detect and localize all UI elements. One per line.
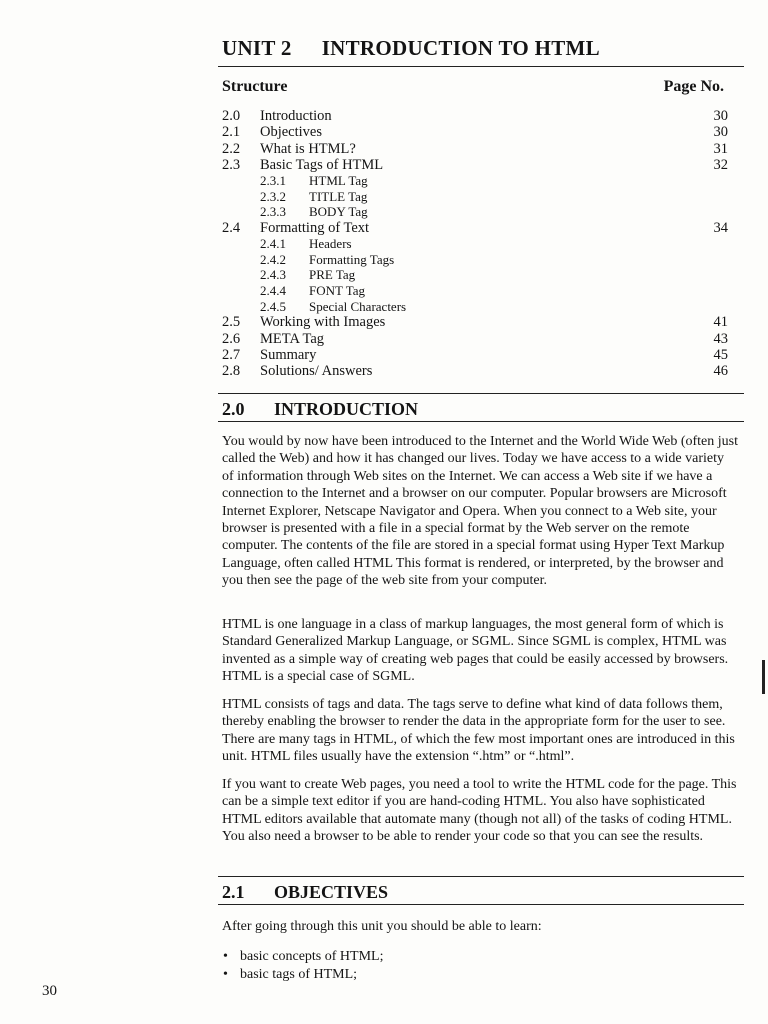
list-item <box>222 948 383 966</box>
toc-page-number: 31 <box>713 140 728 157</box>
introduction-paragraph: HTML is one language in a class of markup languages, the most general form of which is Standard Generalized Markup Language, or SGML. Since SGML is complex, HTML was invented as a simple way of creating web pages that could be easily accessed by browsers. HTML is a special case of SGML. <box>222 617 729 685</box>
toc-section-number: 2.4 <box>222 219 241 236</box>
objectives-title: OBJECTIVES <box>274 882 389 902</box>
introduction-title: INTRODUCTION <box>274 399 419 419</box>
unit-number: UNIT 2 <box>222 36 292 60</box>
introduction-paragraph: HTML consists of tags and data. The tags serve to define what kind of data follows them, thereby enabling the browser to render the data in the appropriate form for the user to see. There are many tags in HTML, of which the few most important ones are introduced in this unit. HTML files usually have the extension “.htm” or “.html”. <box>222 697 735 765</box>
toc-row <box>222 236 728 252</box>
unit-heading-rule <box>218 66 744 67</box>
objectives-list <box>222 948 383 983</box>
introduction-paragraph: You would by now have been introduced to the Internet and the World Wide Web (often just called the Web) and how it has changed our lives. Today we have access to a wide variety of information through Web sites on the Internet. We can access a Web site if we have a connection to the Internet and a browser on our computer. Popular browsers are Microsoft Internet Explorer, Netscape Navigator and Opera. When you connect to a Web site, your browser is presented with a file in a special format by the Web server on the remote computer. The contents of the file are stored in a special format using Hyper Text Markup Language, often called HTML This format is rendered, or interpreted, by the browser and you then see the page of the web site from your computer. <box>222 434 738 589</box>
toc-section-title: Special Characters <box>309 298 407 314</box>
structure-heading: Structure <box>222 78 288 95</box>
toc-row <box>222 267 728 283</box>
toc-row <box>222 331 728 347</box>
toc-row <box>222 299 728 315</box>
toc-page-number: 41 <box>713 314 728 331</box>
toc-section-title: META Tag <box>260 330 325 347</box>
toc-section-number: 2.4.5 <box>260 298 286 314</box>
toc-section-title: Objectives <box>260 124 323 141</box>
toc-section-title: Summary <box>260 346 317 363</box>
objectives-lead: After going through this unit you should be able to learn: <box>222 919 542 934</box>
objectives-heading <box>222 882 388 903</box>
toc-section-number: 2.0 <box>222 108 241 124</box>
table-of-contents <box>222 108 728 379</box>
toc-row <box>222 283 728 299</box>
toc-section-title: Solutions/ Answers <box>260 363 373 380</box>
toc-row <box>222 220 728 236</box>
toc-row <box>222 189 728 205</box>
section-rule-top <box>218 393 744 394</box>
page-number-column-label: Page No. <box>663 78 724 95</box>
toc-row <box>222 347 728 363</box>
toc-section-number: 2.4.4 <box>260 283 286 299</box>
toc-section-title: FONT Tag <box>309 283 366 299</box>
page-number: 30 <box>42 983 57 999</box>
introduction-paragraph: If you want to create Web pages, you need a tool to write the HTML code for the page. This can be a simple text editor if you are hand-coding HTML. You also have sophisticated HTML editors available that automate many (though not all) of the tasks of coding HTML. You also need a browser to be able to render your code so that you can see the results. <box>222 777 737 845</box>
toc-section-title: What is HTML? <box>260 140 356 157</box>
toc-section-title: HTML Tag <box>309 173 368 189</box>
objectives-number: 2.1 <box>222 882 245 902</box>
toc-row <box>222 157 728 173</box>
toc-section-title: Basic Tags of HTML <box>260 156 384 173</box>
toc-section-number: 2.3.1 <box>260 173 286 189</box>
toc-row <box>222 108 728 124</box>
toc-row <box>222 204 728 220</box>
toc-section-number: 2.3.2 <box>260 188 286 204</box>
toc-section-title: Headers <box>309 236 352 252</box>
toc-row <box>222 124 728 140</box>
toc-section-number: 2.3 <box>222 156 241 173</box>
toc-row <box>222 314 728 330</box>
toc-section-title: Working with Images <box>260 314 386 331</box>
toc-page-number: 32 <box>713 156 728 173</box>
section-rule-top <box>218 876 744 877</box>
toc-section-number: 2.4.1 <box>260 236 286 252</box>
unit-title: INTRODUCTION TO HTML <box>321 36 600 60</box>
section-rule-bottom <box>218 421 744 422</box>
toc-section-number: 2.6 <box>222 330 241 347</box>
toc-section-title: TITLE Tag <box>309 188 368 204</box>
toc-section-title: BODY Tag <box>309 204 368 220</box>
toc-page-number: 45 <box>713 346 728 363</box>
toc-row <box>222 173 728 189</box>
scan-edge-mark <box>762 660 765 694</box>
toc-section-number: 2.3.3 <box>260 204 286 220</box>
unit-heading <box>222 36 600 61</box>
introduction-number: 2.0 <box>222 399 245 419</box>
toc-row <box>222 141 728 157</box>
toc-section-number: 2.1 <box>222 124 241 141</box>
list-item-text: basic concepts of HTML; <box>240 949 384 964</box>
toc-section-number: 2.7 <box>222 346 241 363</box>
toc-page-number: 34 <box>713 219 728 236</box>
toc-section-number: 2.8 <box>222 363 241 380</box>
toc-page-number: 30 <box>713 124 728 141</box>
bullet-icon: • <box>223 949 228 964</box>
toc-section-title: Formatting Tags <box>309 251 395 267</box>
toc-section-number: 2.4.3 <box>260 267 286 283</box>
toc-page-number: 30 <box>713 108 728 124</box>
toc-page-number: 43 <box>713 330 728 347</box>
toc-row <box>222 252 728 268</box>
toc-section-title: Formatting of Text <box>260 219 370 236</box>
toc-section-number: 2.5 <box>222 314 241 331</box>
toc-section-title: PRE Tag <box>309 267 356 283</box>
list-item <box>222 966 383 984</box>
toc-row <box>222 363 728 379</box>
bullet-icon: • <box>223 966 228 982</box>
toc-section-number: 2.2 <box>222 140 241 157</box>
section-rule-bottom <box>218 904 744 905</box>
toc-page-number: 46 <box>713 363 728 380</box>
list-item-text: basic tags of HTML; <box>240 966 358 982</box>
toc-section-number: 2.4.2 <box>260 251 286 267</box>
toc-section-title: Introduction <box>260 108 332 124</box>
introduction-heading <box>222 399 418 420</box>
